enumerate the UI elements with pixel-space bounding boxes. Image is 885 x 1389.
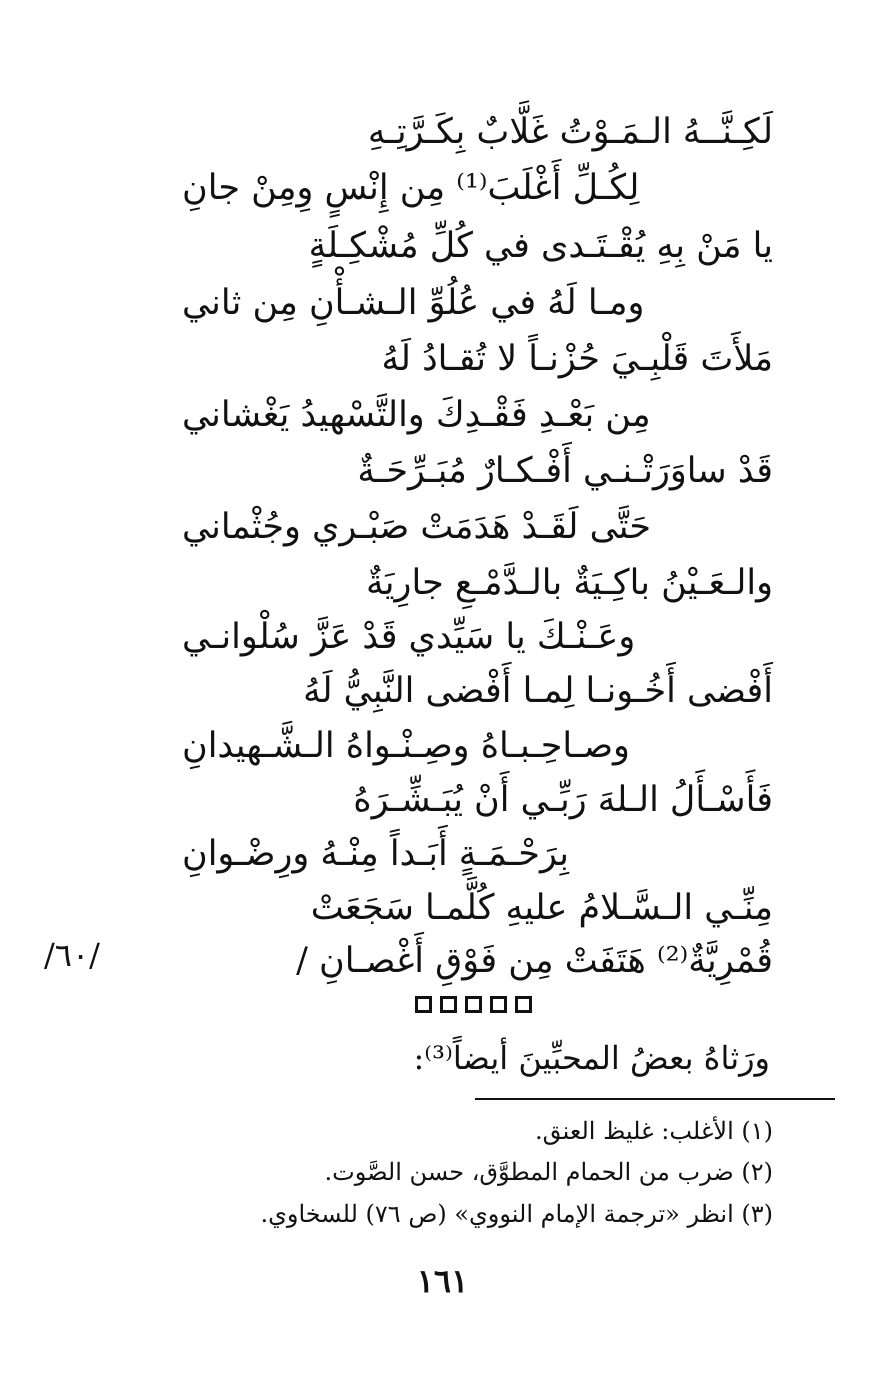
poem-line-2: لِكُـلِّ أَغْلَبَ⁽¹⁾ مِن إِنْسٍ وِمِنْ جانِ (182, 168, 640, 208)
poem-line-6: مِن بَعْـدِ فَقْـدِكَ والتَّسْهيدُ يَغْشاني (182, 395, 651, 435)
footnote-divider (475, 1098, 835, 1100)
separator-square-icon (415, 996, 432, 1013)
poem-line-8: حَتَّى لَقَـدْ هَدَمَتْ صَبْـري وجُثْماني (182, 507, 651, 547)
footnote-3: (٣) انظر «ترجمة الإمام النووي» (ص ٧٦) للسخاوي. (260, 1200, 773, 1228)
section-separator (415, 996, 532, 1013)
poem-line-16: قُمْرِيَّةٌ⁽²⁾ هَتَفَتْ مِن فَوْقِ أَغْصـانِ / (296, 941, 773, 981)
separator-square-icon (465, 996, 482, 1013)
poem-line-12: وصـاحِـبـاهُ وصِـنْـواهُ الـشَّـهيدانِ (182, 726, 630, 766)
footnote-2: (٢) ضرب من الحمام المطوَّق، حسن الصَّوت. (324, 1158, 773, 1186)
poem-line-1: لَكِـنَّــهُ الـمَـوْتُ غَلَّابٌ بِكَـرَّتِـهِ (367, 112, 773, 152)
poem-line-15: مِنِّـي الـسَّـلامُ عليهِ كُلَّمـا سَجَعَتْ (310, 888, 773, 928)
page-number: ١٦١ (416, 1262, 469, 1300)
poem-line-5: مَلأَتَ قَلْبِـيَ حُزْنـاً لا تُقـادُ لَهُ (381, 339, 773, 379)
separator-square-icon (440, 996, 457, 1013)
separator-square-icon (490, 996, 507, 1013)
poem-line-7: قَدْ ساوَرَتْـنـي أَفْـكـارٌ مُبَـرِّحَـةٌ (357, 451, 773, 491)
manuscript-folio-marker: /٦٠/ (44, 936, 100, 974)
poem-line-11: أَفْضى أَخُـونـا لِمـا أَفْضى النَّبِيُّ لَهُ (303, 671, 773, 711)
next-elegy-intro: ورَثاهُ بعضُ المحبِّينَ أيضاً⁽³⁾: (413, 1039, 770, 1077)
separator-square-icon (515, 996, 532, 1013)
footnote-1: (١) الأغلب: غليظ العنق. (535, 1117, 773, 1145)
poem-line-4: ومـا لَهُ في عُلُوِّ الـشـأْنِ مِن ثاني (182, 283, 645, 323)
poem-line-10: وعَـنْـكَ يا سَيِّدي قَدْ عَزَّ سُلْوانـي (182, 617, 636, 657)
poem-line-9: والـعَـيْنُ باكِـيَةٌ بالـدَّمْـعِ جارِيَةٌ (366, 563, 773, 603)
poem-line-3: يا مَنْ بِهِ يُقْـتَـدى في كُلِّ مُشْكِـلَةٍ (308, 226, 773, 266)
poem-line-14: بِرَحْـمَـةٍ أَبَـداً مِنْـهُ ورِضْـوانِ (182, 834, 569, 874)
poem-line-13: فَأَسْـأَلُ الـلهَ رَبِّـي أَنْ يُبَـشِّـرَهُ (353, 780, 773, 820)
